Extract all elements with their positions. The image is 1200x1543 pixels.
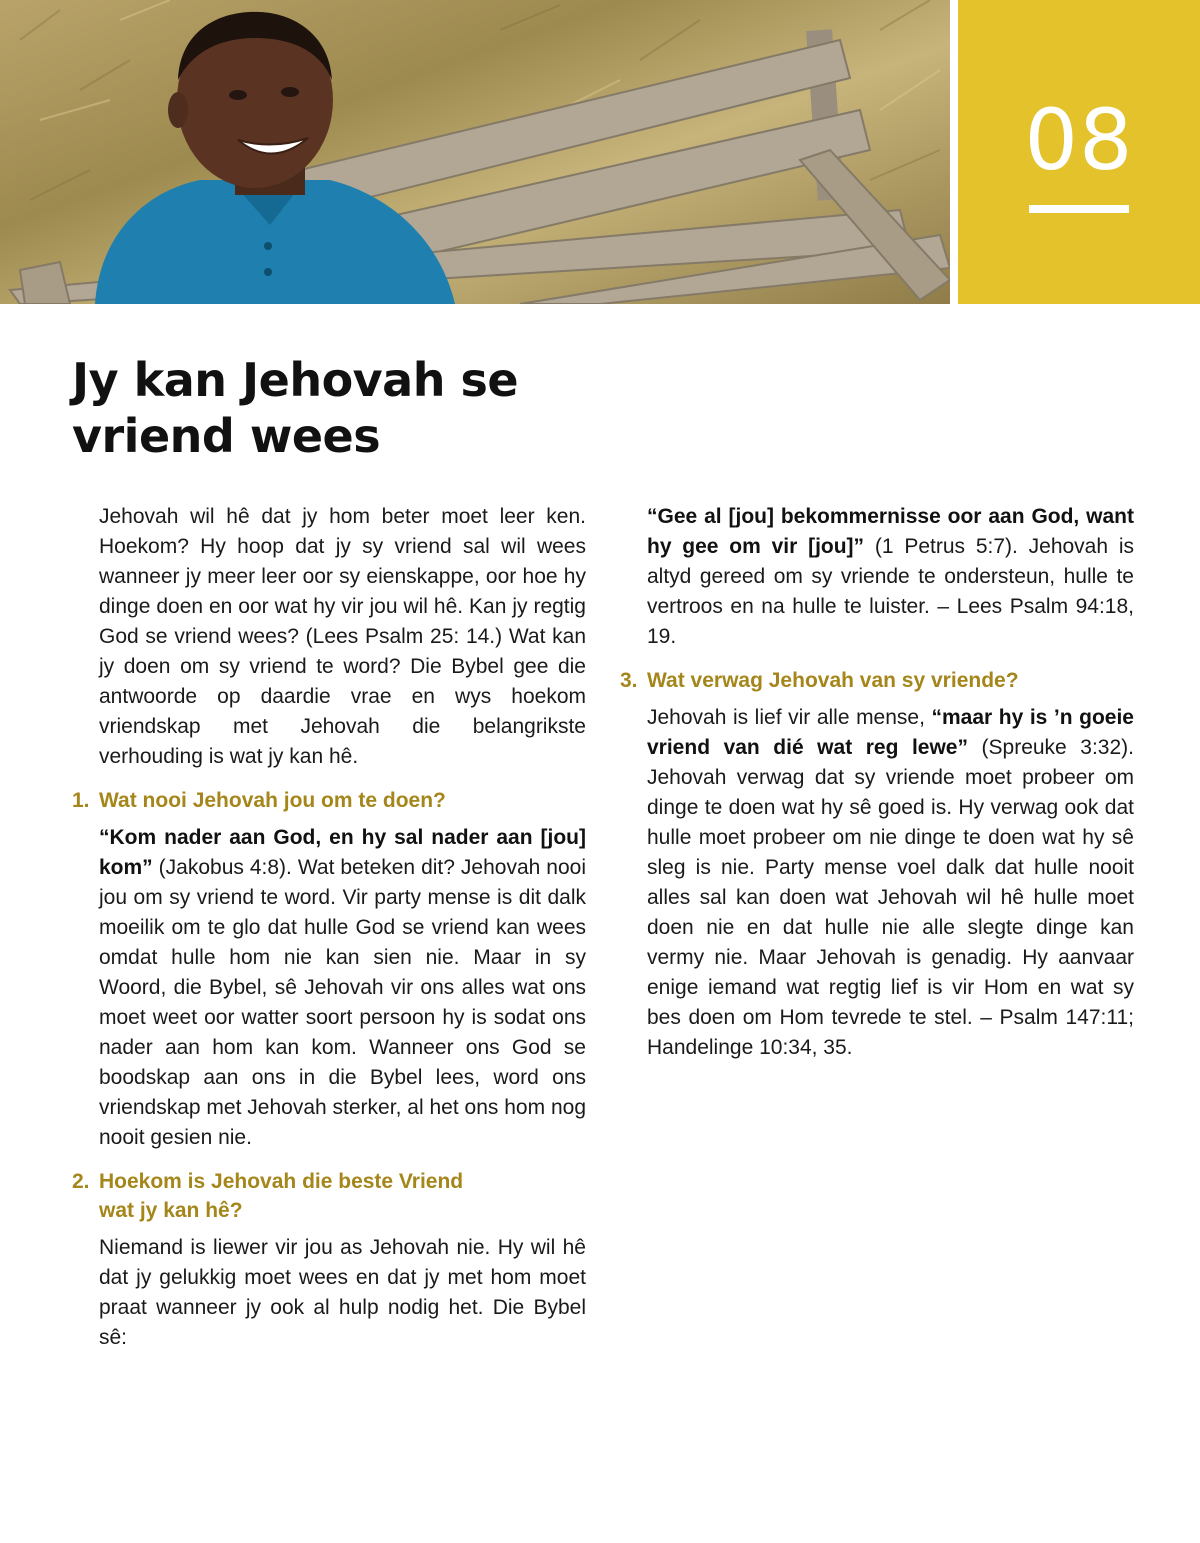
section-1-text: (Jakobus 4:8). Wat beteken dit? Jehovah nooi jou om sy vriend te word. Vir party mense is dit dalk moeilik om te glo dat hulle God se vriend kan wees omdat hulle hom nie kan sien nie. Maar in sy Woord, die Bybel, sê Jehovah vir ons alles wat ons moet weet oor watter soort persoon hy is sodat ons nader aan hom kan kom. Wanneer ons God se boodskap aan ons in die Bybel lees, word ons vriendskap met Jehovah sterker, al het ons hom nog nooit gesien nie. <box>99 856 586 1149</box>
section-2-number: 2. <box>72 1170 90 1193</box>
section-1-title: Wat nooi Jehovah jou om te doen? <box>99 789 446 812</box>
intro-paragraph: Jehovah wil hê dat jy hom beter moet leer ken. Hoekom? Hy hoop dat jy sy vriend sal wil wees wanneer jy meer leer oor sy eienskappe, oor hoe hy dinge doen en oor wat hy vir jou wil hê. Kan jy regtig God se vriend wees? (Lees Psalm 25: 14.) Wat kan jy doen om sy vriend te word? Die Bybel gee die antwoorde op daardie vrae en wys hoekom vriendskap met Jehovah die belangrikste verhouding is wat jy kan hê. <box>99 505 586 768</box>
right-column <box>620 502 1134 1077</box>
section-1-heading <box>72 786 586 815</box>
section-2-title: Hoekom is Jehovah die beste Vriend wat jy kan hê? <box>99 1170 464 1222</box>
hero-illustration <box>0 0 950 304</box>
section-1-quote: “Kom nader aan God, en hy sal nader aan [jou] kom” <box>99 826 586 879</box>
section-3-text-start: Jehovah is lief vir alle mense, <box>647 706 932 729</box>
section-2-heading <box>72 1167 586 1225</box>
section-3-number: 3. <box>620 669 638 692</box>
lesson-number-box <box>958 0 1200 304</box>
section-3-text: (Spreuke 3:32). Jehovah verwag dat sy vriende moet probeer om dinge te doen wat hy sê goed is. Hy verwag ook dat hulle moet probeer om nie dinge te doen wat hy sê sleg is nie. Party mense voel dalk dat hulle nooit alles sal kan doen wat Jehovah wil hê hulle moet doen nie en dat hulle nie alle slegte dinge kan vermy nie. Maar Jehovah is genadig. Hy aanvaar enige iemand wat regtig lief is vir Hom en wat sy bes doen om Hom tevrede te stel. – Psalm 147:11; Handelinge 10:34, 35. <box>647 736 1134 1059</box>
section-3-quote: “maar hy is ’n goeie vriend van dié wat reg lewe” <box>647 706 1134 759</box>
page-title: Jy kan Jehovah se vriend wees <box>72 353 519 463</box>
lesson-number-underline <box>1029 205 1129 213</box>
section-2-quote: “Gee al [jou] bekommernisse oor aan God, want hy gee om vir [jou]” <box>647 505 1134 558</box>
lesson-number: 08 <box>1024 91 1134 189</box>
section-2-body-continued <box>620 502 1134 652</box>
section-1-body <box>72 823 586 1153</box>
section-3-body <box>620 703 1134 1063</box>
section-3-title: Wat verwag Jehovah van sy vriende? <box>647 669 1019 692</box>
section-2-body-start: Niemand is liewer vir jou as Jehovah nie. Hy wil hê dat jy gelukkig moet wees en dat jy met hom moet praat wanneer jy ook al hulp nodig het. Die Bybel sê: <box>99 1236 586 1349</box>
section-1-number: 1. <box>72 789 90 812</box>
section-2-text: (1 Petrus 5:7). Jehovah is altyd gereed om sy vriende te ondersteun, hulle te vertroos en na hulle te luister. – Lees Psalm 94:18, 19. <box>647 535 1134 648</box>
section-3-heading <box>620 666 1134 695</box>
left-column <box>72 502 586 1353</box>
hero-photo <box>0 0 950 304</box>
